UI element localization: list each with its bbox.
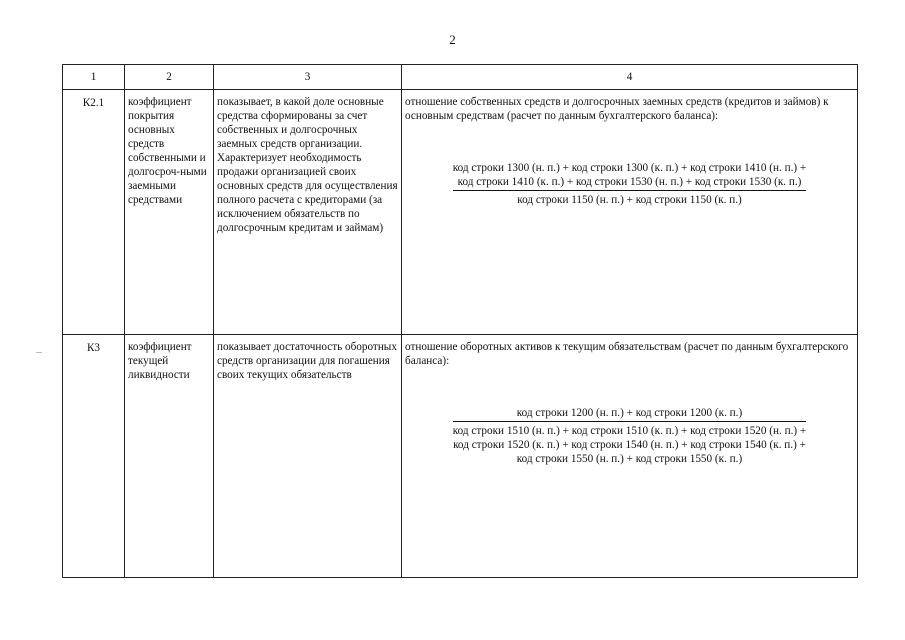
formula-line: код строки 1300 (н. п.) + код строки 1300 (к. п.) + код строки 1410 (н. п.) + <box>452 162 807 174</box>
indicator-description-cell <box>214 90 402 335</box>
calculation-method: отношение оборотных активов к текущим обязательствам (расчет по данным бухгалтерского баланса): <box>405 341 849 367</box>
header-row <box>63 65 858 90</box>
formula-denominator <box>453 422 806 466</box>
formula-numerator <box>453 406 806 422</box>
formula-numerator <box>453 161 806 191</box>
calculation-method: отношение собственных средств и долгосрочных заемных средств (кредитов и займов) к основным средствам (расчет по данным бухгалтерского баланса): <box>405 96 829 122</box>
calculation-method-cell <box>402 90 858 335</box>
formula-line: код строки 1410 (к. п.) + код строки 1530 (н. п.) + код строки 1530 (к. п.) <box>457 176 802 188</box>
indicator-name: коэффициент покрытия основных средств собственными и долгосроч-ными заемными средствами <box>128 96 207 206</box>
indicator-name-cell <box>125 335 214 578</box>
formula-line: код строки 1200 (н. п.) + код строки 1200 (к. п.) <box>516 407 743 419</box>
margin-mark <box>36 352 42 353</box>
header-col-3: 3 <box>214 65 402 90</box>
indicator-name-cell <box>125 90 214 335</box>
indicator-code: К2.1 <box>63 90 125 335</box>
table-row-k3 <box>63 335 858 578</box>
formula-line: код строки 1150 (н. п.) + код строки 1150 (к. п.) <box>517 194 742 206</box>
header-col-2: 2 <box>125 65 214 90</box>
formula-fraction <box>453 161 806 207</box>
table-row-k2-1 <box>63 90 858 335</box>
formula-fraction <box>453 406 806 466</box>
page-number: 2 <box>449 32 456 47</box>
formula-denominator <box>453 191 806 207</box>
formula-line: код строки 1550 (н. п.) + код строки 1550 (к. п.) <box>516 453 743 465</box>
indicator-description: показывает достаточность оборотных средств организации для погашения своих текущих обязательств <box>217 341 397 381</box>
indicator-table <box>62 64 858 578</box>
header-col-1: 1 <box>63 65 125 90</box>
indicator-description-cell <box>214 335 402 578</box>
formula-line: код строки 1520 (к. п.) + код строки 1540 (н. п.) + код строки 1540 (к. п.) + <box>453 439 806 451</box>
formula-line: код строки 1510 (н. п.) + код строки 1510 (к. п.) + код строки 1520 (н. п.) + <box>452 425 807 437</box>
indicator-description: показывает, в какой доле основные средства сформированы за счет собственных и долгосрочных заемных средств организации. Характеризует необходимость продажи организацией своих основных средств для осуществления полного расчета с кредиторами (за исключением обязательств по долгосрочным кредитам и займам) <box>217 96 398 234</box>
formula <box>405 161 854 207</box>
formula <box>405 406 854 466</box>
indicator-code: К3 <box>63 335 125 578</box>
indicator-name: коэффициент текущей ликвидности <box>128 341 192 381</box>
header-col-4: 4 <box>402 65 858 90</box>
calculation-method-cell <box>402 335 858 578</box>
